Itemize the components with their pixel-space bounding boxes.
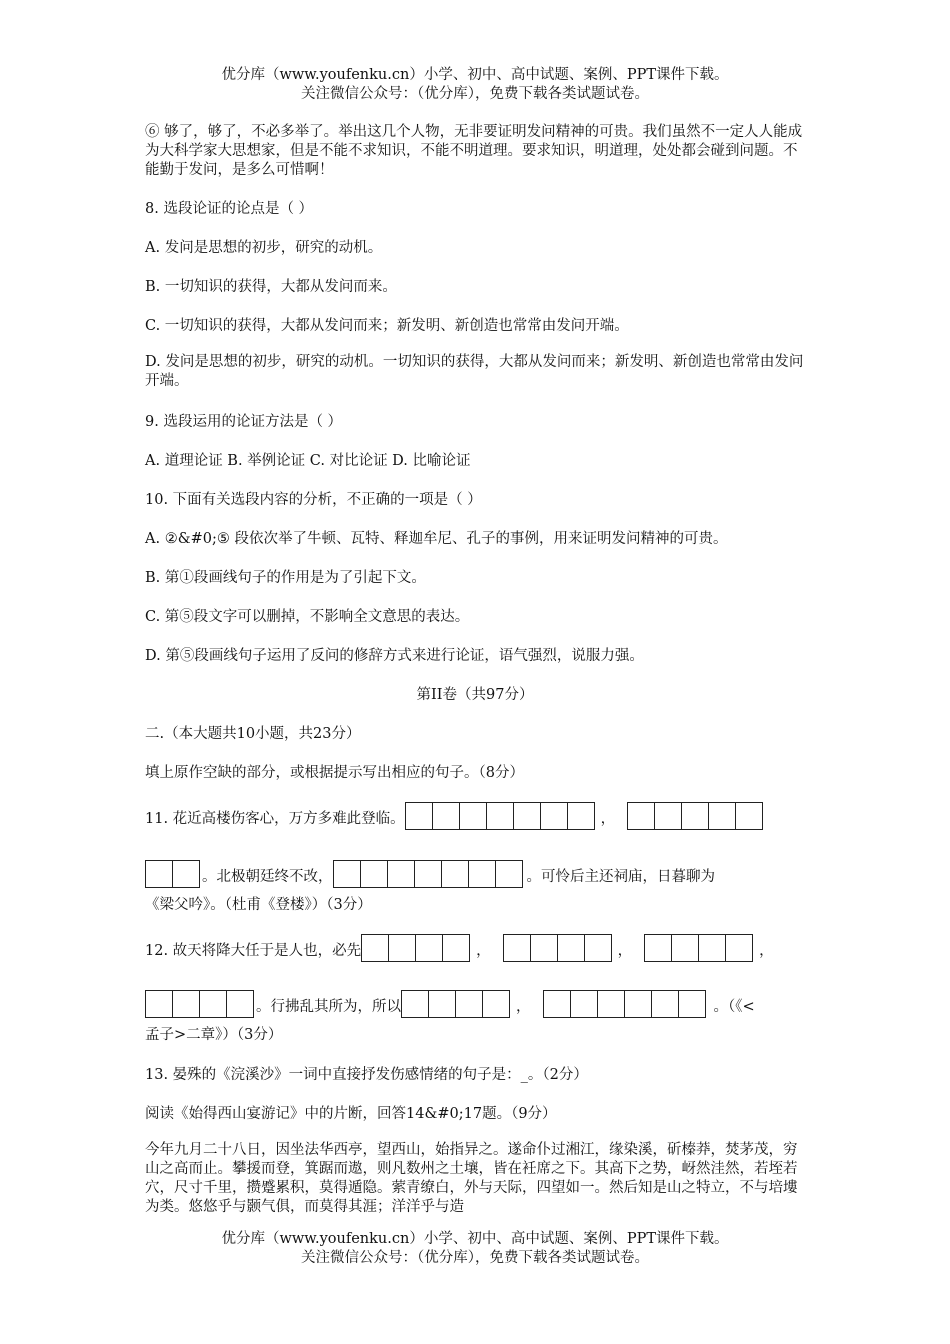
q12-answer-box-6[interactable] (543, 990, 706, 1018)
header-line-2: 关注微信公众号：（优分库），免费下载各类试题试卷。 (301, 86, 649, 102)
q13: 13. 晏殊的《浣溪沙》一词中直接抒发伤感情绪的句子是：_。（2分） (145, 1067, 588, 1083)
page-header (0, 66, 950, 104)
q12-comma-1: ， (476, 943, 491, 959)
q11-comma: ， (600, 811, 616, 827)
q11-mid: 。北极朝廷终不改， (202, 869, 333, 885)
q12-row-1 (145, 934, 774, 962)
q11-answer-box-3[interactable] (145, 860, 200, 888)
q11-lead: 11. 花近高楼伤客心，万方多难此登临。 (145, 811, 405, 827)
q8-stem: 8. 选段论证的论点是（ ） (145, 201, 314, 217)
q12-answer-box-4[interactable] (145, 990, 254, 1018)
footer-line-2: 关注微信公众号：（优分库），免费下载各类试题试卷。 (301, 1250, 649, 1266)
q10-option-d: D. 第⑤段画线句子运用了反问的修辞方式来进行论证，语气强烈，说服力强。 (145, 648, 644, 664)
q10-stem: 10. 下面有关选段内容的分析，不正确的一项是（ ） (145, 492, 482, 508)
q12-answer-box-5[interactable] (401, 990, 510, 1018)
passage-paragraph-6: ⑥ 够了，够了，不必多举了。举出这几个人物，无非要证明发问精神的可贵。我们虽然不一定人人能成为大科学家大思想家，但是不能不求知识，不能不明道理。要求知识，明道理，处处都会碰到问题。不能勤于发问，是多么可惜啊！ (145, 124, 803, 178)
q12-answer-box-1[interactable] (361, 934, 470, 962)
q11-answer-box-4[interactable] (333, 860, 523, 888)
q9-options: A. 道理论证 B. 举例论证 C. 对比论证 D. 比喻论证 (145, 453, 471, 469)
q11-answer-box-1[interactable] (405, 802, 595, 830)
q10-option-a: A. ②&#0;⑤ 段依次举了牛顿、瓦特、释迦牟尼、孔子的事例，用来证明发问精神的可贵。 (145, 531, 728, 547)
q9-stem: 9. 选段运用的论证方法是（ ） (145, 414, 343, 430)
q11-answer-box-2[interactable] (627, 802, 763, 830)
page-footer (0, 1230, 950, 1268)
q12-mid: 。行拂乱其所为，所以 (256, 999, 401, 1015)
reading-passage: 今年九月二十八日，因坐法华西亭，望西山，始指异之。遂命仆过湘江，缘染溪，斫榛莽，焚茅茂，穷山之高而止。攀援而登，箕踞而遨，则凡数州之土壤，皆在衽席之下。其高下之势，岈然洼然，若垤若穴，尺寸千里，攒蹙累积，莫得遁隐。萦青缭白，外与天际，四望如一。然后知是山之特立，不与培塿为类。悠悠乎与颢气俱，而莫得其涯；洋洋乎与造 (145, 1142, 798, 1215)
q12-comma-2: ， (617, 943, 633, 959)
q11-tail: 。可怜后主还祠庙，日暮聊为 (526, 869, 715, 885)
header-line-1: 优分库（www.youfenku.cn）小学、初中、高中试题、案例、PPT课件下载。 (221, 67, 729, 83)
q8-option-c: C. 一切知识的获得，大都从发问而来；新发明、新创造也常常由发问开端。 (145, 318, 629, 334)
q12-end: 。（《< (713, 999, 755, 1015)
q12-comma-4: ， (516, 999, 531, 1015)
section-2-heading: 二.（本大题共10小题，共23分） (145, 726, 361, 742)
volume-2-title: 第II卷（共97分） (416, 687, 534, 703)
q8-option-b: B. 一切知识的获得，大都从发问而来。 (145, 279, 397, 295)
q11-row-2 (145, 860, 715, 888)
q12-lead: 12. 故天将降大任于是人也，必先 (145, 943, 362, 959)
q12-comma-3: ， (759, 943, 774, 959)
q10-option-b: B. 第①段画线句子的作用是为了引起下文。 (145, 570, 426, 586)
q10-option-c: C. 第⑤段文字可以删掉，不影响全文意思的表达。 (145, 609, 470, 625)
q12-source: 孟子>二章》）（3分） (145, 1027, 283, 1043)
q11-source: 《梁父吟》。（杜甫《登楼》）（3分） (145, 897, 372, 913)
reading-intro: 阅读《始得西山宴游记》中的片断，回答14&#0;17题。（9分） (145, 1106, 557, 1122)
footer-line-1: 优分库（www.youfenku.cn）小学、初中、高中试题、案例、PPT课件下载。 (221, 1231, 729, 1247)
q8-option-d: D. 发问是思想的初步，研究的动机。一切知识的获得，大都从发问而来；新发明、新创造也常常由发问开端。 (145, 354, 804, 389)
q12-row-2 (145, 990, 755, 1018)
q11-row-1 (145, 802, 763, 830)
q12-answer-box-3[interactable] (644, 934, 753, 962)
q12-answer-box-2[interactable] (503, 934, 612, 962)
q8-option-a: A. 发问是思想的初步，研究的动机。 (145, 240, 383, 256)
fill-instruction: 填上原作空缺的部分，或根据提示写出相应的句子。（8分） (145, 765, 524, 781)
